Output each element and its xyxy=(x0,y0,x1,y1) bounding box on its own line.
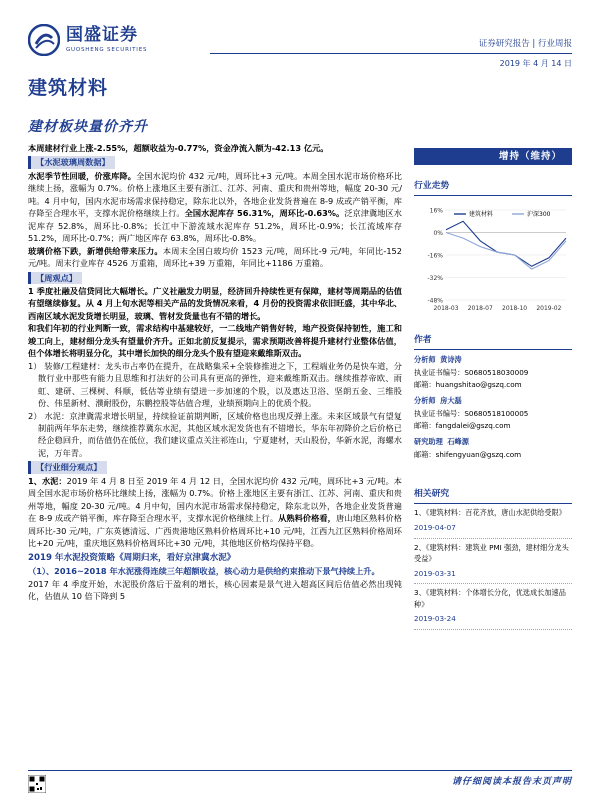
header-divider xyxy=(210,53,572,54)
analyst-2-role: 分析师 xyxy=(414,396,436,406)
report-header xyxy=(28,14,572,68)
view-paragraph-1: 1 季度社融及信贷同比大幅增长。广义社融发力明显，经济回升持续性更有保障，建材等周期品的估值有望继续修复。从 4 月上旬水泥等相关产品的发货情况来看，4 月份的投资需求依旧旺盛，其中华北、西南区域水泥发货增长明显，玻璃、管材发货量也有不错的增长。 xyxy=(28,285,402,321)
analyst-1 xyxy=(414,354,572,391)
related-title: 相关研究 xyxy=(414,488,572,504)
x-tick-label: 2019-02 xyxy=(536,305,562,312)
summary: 本周建材行业上涨-2.55%，超额收益为-0.77%，资金净流入额为-42.13 亿元。 xyxy=(28,143,329,153)
cement-inventory: 全国水泥库存 56.31%，周环比-0.63%。 xyxy=(184,208,345,219)
related-date-1: 2019-04-07 xyxy=(414,523,572,539)
footer-disclaimer: 请仔细阅读本报告末页声明 xyxy=(451,777,572,787)
legend-label-1: 沪深300 xyxy=(527,211,551,219)
strategy-title: 2019 年水泥投资策略《周期归来，看好京津冀水泥》 xyxy=(28,553,236,564)
logo-icon xyxy=(28,24,60,56)
main-column xyxy=(28,142,402,603)
related-date-3: 2019-03-24 xyxy=(414,614,572,630)
y-tick-label: -48% xyxy=(427,297,443,305)
related-item-2[interactable]: 2、《建筑材料：建筑业 PMI 强劲，建材细分龙头受益》 xyxy=(414,542,569,564)
rating-badge: 增持（维持） xyxy=(414,148,572,165)
assistant-role: 研究助理 xyxy=(414,437,443,447)
report-headline: 建材板块量价齐升 xyxy=(28,119,148,135)
assistant-email-label: 邮箱： xyxy=(414,449,436,459)
analyst-1-email[interactable]: huangshitao@gszq.com xyxy=(435,379,522,389)
y-tick-label: -32% xyxy=(427,275,443,282)
strategy-subtitle: （1）、2016~2018 年水泥涨得连续三年超额收益，核心动力是供给约束推动下景气持续上升。 xyxy=(28,566,380,577)
qr-code-icon xyxy=(28,775,46,793)
logo-cn-text: 国盛证券 xyxy=(66,25,138,45)
view-paragraph-2: 和我们年初的行业判断一致，需求结构中基建较好，一二线地产销售好转，地产投资保持韧性，施工和竣工向上，建材细分龙头有望量价齐升。正如北前反复提示，需求预期改善将提升建材行业整体估值，但个体增长将明显分化，其中增长加快的细分龙头个股有望迎来戴维斯双击。 xyxy=(28,323,402,359)
cement-paragraph xyxy=(28,170,402,245)
analyst-2-email[interactable]: fangdalei@gszq.com xyxy=(435,421,511,431)
section-label-weekly-data: 【水泥玻璃周数据】 xyxy=(28,156,115,168)
analyst-1-name: 黄诗涛 xyxy=(440,355,462,365)
section-label-weekly-view: 【周观点】 xyxy=(28,272,82,284)
cement-text: 全国水泥均价 432 元/吨，周环比+3 元/吨。本周全国水泥市场价格环比继续上扬，涨幅为 0.7%。价格上涨地区主要有浙江、江苏、河南、重庆和贵州等地，幅度 20-30 元/吨。4 月中旬，国内水泥市场需求保持稳定，除东北以外，各地企业发货普遍在 8-9 成或产销平衡，库存降至合理水平，支撑水泥价格继续上行。 xyxy=(28,170,402,219)
cement-regions: 泛京津冀地区水泥库存 52.8%，周环比-0.8%；长江中下游流域水泥库存 51.2%，周环比-0.9%；长江流域库存 51.2%，周环比-0.7%；两广地区库存 63.8%，周环比-0.8%。 xyxy=(28,208,402,244)
view-item-1: 1） 装修/工程建材：龙头市占率仍在提升，在战略集采+全装修推进之下，工程端业务仍是快车道，分散行业中那些有能力且思维和打法好的公司具有更高的弹性，迎来戴维斯双击。继续推荐帝欧、雨虹、建研、三棵树、科顺，低估等业绩有望进一步加速的个股，以及惠达卫浴、坚朗五金、三维股份、伟星新材、濮耐股份，东鹏控股等估值合理，业绩预期向上的优质个股。 xyxy=(28,360,402,409)
analyst-1-role: 分析师 xyxy=(414,355,436,365)
analyst-1-email-label: 邮箱： xyxy=(414,379,436,389)
clinker-text: 唐山地区熟料价格周环比-30 元/吨，广东英德清远、广西贵港地区熟料价格周环比+10 元/吨，江西九江区熟料价格周环比+20 元/吨，重庆地区熟料价格周环比+30 元/吨，其他地区价格均保持平稳。 xyxy=(28,513,402,549)
analyst-1-cert-label: 执业证书编号： xyxy=(414,367,465,377)
glass-paragraph xyxy=(28,245,402,270)
y-tick-label: 0% xyxy=(433,230,443,237)
x-tick-label: 2018-03 xyxy=(433,305,459,312)
analyst-2-cert: S0680518100005 xyxy=(464,408,529,418)
industry-title: 建筑材料 xyxy=(28,77,109,99)
company-logo xyxy=(28,24,188,60)
related-date-2: 2019-03-31 xyxy=(414,569,572,585)
analyst-2-cert-label: 执业证书编号： xyxy=(414,408,465,418)
page-footer xyxy=(28,770,572,792)
legend-label-0: 建筑材料 xyxy=(469,211,494,219)
related-item-1[interactable]: 1、《建筑材料：百花齐放，唐山水泥供给受限》 xyxy=(414,508,566,518)
x-tick-label: 2018-07 xyxy=(467,305,493,312)
strategy-text: 2017 年 4 季度开始，水泥股价落后于盈利的增长，核心因素是景气进入超高区间后估值必然出现钝化，估值从 10 倍下降到 5 xyxy=(28,578,402,602)
glass-lead: 玻璃价格下跌，新增供给带来压力。 xyxy=(28,245,163,256)
x-tick-label: 2018-10 xyxy=(502,305,528,312)
view-item-2: 2） 水泥：京津冀需求增长明显，持续验证前期判断，区域价格也出现反弹上涨。未来区域景气有望复制前两年华东走势，继续推荐冀东水泥，其他区域水泥发货也有不错增长，华东年初降价之后价格已经企稳回升，而估值仍在低位，我们建议重点关注祁连山，宁夏建材，天山股份，华新水泥，海螺水泥，万年青。 xyxy=(28,410,402,458)
subsector-cement-lead: 1、水泥： xyxy=(28,475,67,486)
series-line-0 xyxy=(446,221,566,266)
performance-chart xyxy=(414,200,572,318)
analyst-2-name: 房大磊 xyxy=(440,396,462,406)
assistant-name: 石峰源 xyxy=(447,437,469,447)
related-item-3[interactable]: 3、《建筑材料：个体增长分化，优选成长加速品种》 xyxy=(414,588,566,609)
performance-title: 行业走势 xyxy=(414,180,572,196)
chart-svg xyxy=(414,200,572,318)
subsector-cement xyxy=(28,475,402,550)
authors-section xyxy=(414,334,572,461)
analyst-2 xyxy=(414,395,572,432)
performance-section xyxy=(414,180,572,196)
y-tick-label: -16% xyxy=(427,252,443,260)
research-assistant xyxy=(414,436,572,461)
logo-en-text: GUOSHENG SECURITIES xyxy=(66,47,148,53)
related-section xyxy=(414,488,572,630)
series-line-1 xyxy=(446,233,566,270)
authors-title: 作者 xyxy=(414,334,572,350)
report-date: 2019 年 4 月 14 日 xyxy=(499,59,572,68)
subsector-cement-text: 2019 年 4 月 8 日至 2019 年 4 月 12 日，全国水泥均价 432 元/吨，周环比+3 元/吨。本周全国水泥市场价格环比继续上扬，涨幅为 0.7%。价格上涨地区主要有浙江、江苏、河南、重庆和贵州等地，幅度 20-30 元/吨。4 月中旬，国内水泥市场需求保持稳定，除东北以外，各地企业发货普遍在 8-9 成或产销平衡，库存降至合理水平，支撑水泥价格继续上行。 xyxy=(28,475,402,524)
analyst-2-email-label: 邮箱： xyxy=(414,421,436,431)
y-tick-label: 16% xyxy=(429,207,443,215)
report-type: 证券研究报告 | 行业周报 xyxy=(478,39,572,49)
clinker-lead: 从熟料价格看， xyxy=(278,513,336,524)
analyst-1-cert: S0680518030009 xyxy=(464,367,529,377)
glass-text: 本周末全国白玻均价 1523 元/吨，周环比-9 元/吨，年同比-152 元/吨。周末行业库存 4526 万重箱，周环比+39 万重箱，年同比+1186 万重箱。 xyxy=(28,245,402,269)
section-label-subsector: 【行业细分观点】 xyxy=(28,461,107,473)
cement-lead: 水泥季节性回暖，价涨库降。 xyxy=(28,170,137,181)
assistant-email[interactable]: shifengyuan@gszq.com xyxy=(435,449,522,459)
